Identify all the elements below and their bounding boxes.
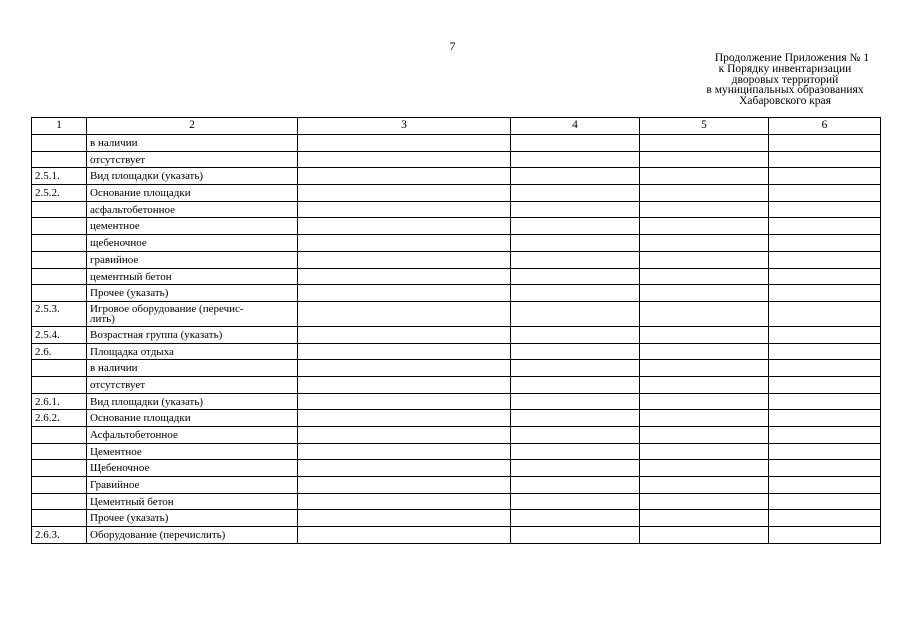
row-number-cell: 2.6.2.: [32, 410, 87, 427]
row-name-cell: Возрастная группа (указать): [87, 326, 298, 343]
row-name-cell: Гравийное: [87, 477, 298, 494]
row-name-cell: щебеночное: [87, 235, 298, 252]
row-name-cell: Оборудование (перечислить): [87, 527, 298, 544]
appendix-line-3: дворовых территорий: [731, 73, 839, 86]
row-number-cell: 2.5.1.: [32, 168, 87, 185]
row-name-cell: Площадка отдыха: [87, 343, 298, 360]
empty-cell-col-4[interactable]: [511, 135, 640, 152]
row-number-cell: 2.6.: [32, 343, 87, 360]
empty-cell-col-6[interactable]: [769, 185, 881, 202]
empty-cell-col-6[interactable]: [769, 268, 881, 285]
empty-cell-col-6[interactable]: [769, 443, 881, 460]
row-number-cell: 2.5.3.: [32, 301, 87, 326]
empty-cell-col-3[interactable]: [298, 168, 511, 185]
empty-cell-col-4[interactable]: [511, 185, 640, 202]
empty-cell-col-5[interactable]: [640, 235, 769, 252]
empty-cell-col-3[interactable]: [298, 301, 511, 326]
empty-cell-col-6[interactable]: [769, 201, 881, 218]
empty-cell-col-4[interactable]: [511, 151, 640, 168]
row-number-cell: [32, 477, 87, 494]
empty-cell-col-5[interactable]: [640, 460, 769, 477]
empty-cell-col-6[interactable]: [769, 427, 881, 444]
empty-cell-col-6[interactable]: [769, 285, 881, 302]
empty-cell-col-5[interactable]: [640, 151, 769, 168]
empty-cell-col-6[interactable]: [769, 477, 881, 494]
empty-cell-col-3[interactable]: [298, 510, 511, 527]
column-header-5: 5: [640, 118, 769, 135]
empty-cell-col-3[interactable]: [298, 326, 511, 343]
empty-cell-col-6[interactable]: [769, 326, 881, 343]
empty-cell-col-3[interactable]: [298, 360, 511, 377]
table-row: [32, 510, 881, 527]
empty-cell-col-3[interactable]: [298, 410, 511, 427]
empty-cell-col-5[interactable]: [640, 427, 769, 444]
row-number-cell: 2.5.2.: [32, 185, 87, 202]
appendix-header-note: [660, 52, 905, 106]
empty-cell-col-6[interactable]: [769, 527, 881, 544]
table-row: [32, 360, 881, 377]
empty-cell-col-4[interactable]: [511, 410, 640, 427]
appendix-title: Продолжение Приложения № 1: [714, 52, 870, 64]
table-row: [32, 251, 881, 268]
empty-cell-col-4[interactable]: [511, 235, 640, 252]
column-header-2: 2: [87, 118, 298, 135]
empty-cell-col-3[interactable]: [298, 251, 511, 268]
empty-cell-col-6[interactable]: [769, 360, 881, 377]
page-number: 7: [449, 39, 456, 53]
table-row: [32, 218, 881, 235]
row-name-cell: Щебеночное: [87, 460, 298, 477]
table-body: [32, 135, 881, 544]
row-number-cell: [32, 151, 87, 168]
empty-cell-col-5[interactable]: [640, 201, 769, 218]
empty-cell-col-6[interactable]: [769, 393, 881, 410]
empty-cell-col-3[interactable]: [298, 527, 511, 544]
row-name-cell: Прочее (указать): [87, 510, 298, 527]
table-row: [32, 268, 881, 285]
empty-cell-col-4[interactable]: [511, 510, 640, 527]
empty-cell-col-3[interactable]: [298, 393, 511, 410]
row-number-cell: [32, 493, 87, 510]
row-name-cell: отсутствует: [87, 376, 298, 393]
table-row: [32, 343, 881, 360]
empty-cell-col-4[interactable]: [511, 343, 640, 360]
table-row: [32, 493, 881, 510]
column-header-6: 6: [769, 118, 881, 135]
row-number-cell: [32, 251, 87, 268]
row-name-cell: Цементный бетон: [87, 493, 298, 510]
empty-cell-col-6[interactable]: [769, 251, 881, 268]
row-number-cell: [32, 218, 87, 235]
table-row: [32, 201, 881, 218]
table-row: [32, 285, 881, 302]
row-number-cell: [32, 135, 87, 152]
table-row: [32, 135, 881, 152]
empty-cell-col-3[interactable]: [298, 343, 511, 360]
empty-cell-col-3[interactable]: [298, 443, 511, 460]
empty-cell-col-5[interactable]: [640, 477, 769, 494]
empty-cell-col-6[interactable]: [769, 460, 881, 477]
empty-cell-col-3[interactable]: [298, 477, 511, 494]
empty-cell-col-3[interactable]: [298, 285, 511, 302]
empty-cell-col-6[interactable]: [769, 135, 881, 152]
empty-cell-col-4[interactable]: [511, 477, 640, 494]
column-header-3: 3: [298, 118, 511, 135]
row-number-cell: [32, 460, 87, 477]
empty-cell-col-3[interactable]: [298, 218, 511, 235]
empty-cell-col-4[interactable]: [511, 201, 640, 218]
row-name-cell: в наличии: [87, 360, 298, 377]
empty-cell-col-4[interactable]: [511, 168, 640, 185]
empty-cell-col-5[interactable]: [640, 343, 769, 360]
empty-cell-col-3[interactable]: [298, 185, 511, 202]
table-row: [32, 477, 881, 494]
empty-cell-col-6[interactable]: [769, 493, 881, 510]
row-number-cell: [32, 360, 87, 377]
empty-cell-col-5[interactable]: [640, 393, 769, 410]
table-row: [32, 393, 881, 410]
row-name-cell: асфальтобетонное: [87, 201, 298, 218]
empty-cell-col-5[interactable]: [640, 168, 769, 185]
empty-cell-col-5[interactable]: [640, 360, 769, 377]
table-header-row: [32, 118, 881, 135]
row-number-cell: 2.6.1.: [32, 393, 87, 410]
table-row: [32, 376, 881, 393]
row-number-cell: [32, 235, 87, 252]
row-number-cell: [32, 268, 87, 285]
empty-cell-col-5[interactable]: [640, 251, 769, 268]
column-header-1: 1: [32, 118, 87, 135]
table-row: [32, 427, 881, 444]
row-number-cell: 2.5.4.: [32, 326, 87, 343]
empty-cell-col-4[interactable]: [511, 251, 640, 268]
row-name-cell: цементный бетон: [87, 268, 298, 285]
row-number-cell: [32, 285, 87, 302]
empty-cell-col-3[interactable]: [298, 235, 511, 252]
empty-cell-col-6[interactable]: [769, 218, 881, 235]
row-name-cell: Основание площадки: [87, 410, 298, 427]
empty-cell-col-6[interactable]: [769, 343, 881, 360]
empty-cell-col-4[interactable]: [511, 301, 640, 326]
empty-cell-col-6[interactable]: [769, 510, 881, 527]
empty-cell-col-5[interactable]: [640, 301, 769, 326]
empty-cell-col-3[interactable]: [298, 151, 511, 168]
empty-cell-col-6[interactable]: [769, 168, 881, 185]
empty-cell-col-5[interactable]: [640, 443, 769, 460]
table-row: [32, 301, 881, 326]
row-name-cell: Асфальтобетонное: [87, 427, 298, 444]
row-number-cell: [32, 427, 87, 444]
table-row: [32, 410, 881, 427]
empty-cell-col-4[interactable]: [511, 268, 640, 285]
appendix-line-2: к Порядку инвентаризации: [718, 63, 852, 75]
empty-cell-col-5[interactable]: [640, 326, 769, 343]
empty-cell-col-6[interactable]: [769, 301, 881, 326]
row-number-cell: 2.6.3.: [32, 527, 87, 544]
empty-cell-col-5[interactable]: [640, 135, 769, 152]
empty-cell-col-4[interactable]: [511, 443, 640, 460]
empty-cell-col-5[interactable]: [640, 493, 769, 510]
empty-cell-col-3[interactable]: [298, 201, 511, 218]
empty-cell-col-5[interactable]: [640, 185, 769, 202]
row-name-cell: Игровое оборудование (перечис- лить): [87, 301, 298, 326]
row-number-cell: [32, 376, 87, 393]
appendix-line-5: Хабаровского края: [739, 94, 831, 107]
row-name-cell: гравийное: [87, 251, 298, 268]
table-row: [32, 326, 881, 343]
empty-cell-col-3[interactable]: [298, 427, 511, 444]
empty-cell-col-6[interactable]: [769, 235, 881, 252]
empty-cell-col-4[interactable]: [511, 493, 640, 510]
row-name-cell: в наличии: [87, 135, 298, 152]
table-row: [32, 151, 881, 168]
empty-cell-col-5[interactable]: [640, 410, 769, 427]
empty-cell-col-5[interactable]: [640, 376, 769, 393]
empty-cell-col-4[interactable]: [511, 326, 640, 343]
empty-cell-col-4[interactable]: [511, 218, 640, 235]
table-row: [32, 460, 881, 477]
empty-cell-col-4[interactable]: [511, 460, 640, 477]
empty-cell-col-6[interactable]: [769, 410, 881, 427]
row-name-cell: Вид площадки (указать): [87, 168, 298, 185]
empty-cell-col-3[interactable]: [298, 493, 511, 510]
row-number-cell: [32, 510, 87, 527]
row-number-cell: [32, 443, 87, 460]
table-row: [32, 443, 881, 460]
empty-cell-col-6[interactable]: [769, 376, 881, 393]
row-name-cell: отсутствует: [87, 151, 298, 168]
column-header-4: 4: [511, 118, 640, 135]
table-row: [32, 168, 881, 185]
empty-cell-col-4[interactable]: [511, 393, 640, 410]
row-name-cell: цементное: [87, 218, 298, 235]
table-row: [32, 185, 881, 202]
empty-cell-col-3[interactable]: [298, 376, 511, 393]
row-name-cell: Цементное: [87, 443, 298, 460]
empty-cell-col-4[interactable]: [511, 285, 640, 302]
table-row: [32, 527, 881, 544]
empty-cell-col-4[interactable]: [511, 427, 640, 444]
empty-cell-col-4[interactable]: [511, 527, 640, 544]
appendix-line-4: в муниципальных образованиях: [706, 84, 864, 96]
empty-cell-col-6[interactable]: [769, 151, 881, 168]
empty-cell-col-5[interactable]: [640, 510, 769, 527]
empty-cell-col-3[interactable]: [298, 268, 511, 285]
table-row: [32, 235, 881, 252]
row-name-cell: Прочее (указать): [87, 285, 298, 302]
row-number-cell: [32, 201, 87, 218]
empty-cell-col-5[interactable]: [640, 218, 769, 235]
row-name-cell: Основание площадки: [87, 185, 298, 202]
empty-cell-col-5[interactable]: [640, 285, 769, 302]
inventory-table: [31, 117, 881, 544]
empty-cell-col-3[interactable]: [298, 460, 511, 477]
empty-cell-col-4[interactable]: [511, 360, 640, 377]
empty-cell-col-5[interactable]: [640, 527, 769, 544]
empty-cell-col-4[interactable]: [511, 376, 640, 393]
row-name-cell: Вид площадки (указать): [87, 393, 298, 410]
empty-cell-col-3[interactable]: [298, 135, 511, 152]
empty-cell-col-5[interactable]: [640, 268, 769, 285]
